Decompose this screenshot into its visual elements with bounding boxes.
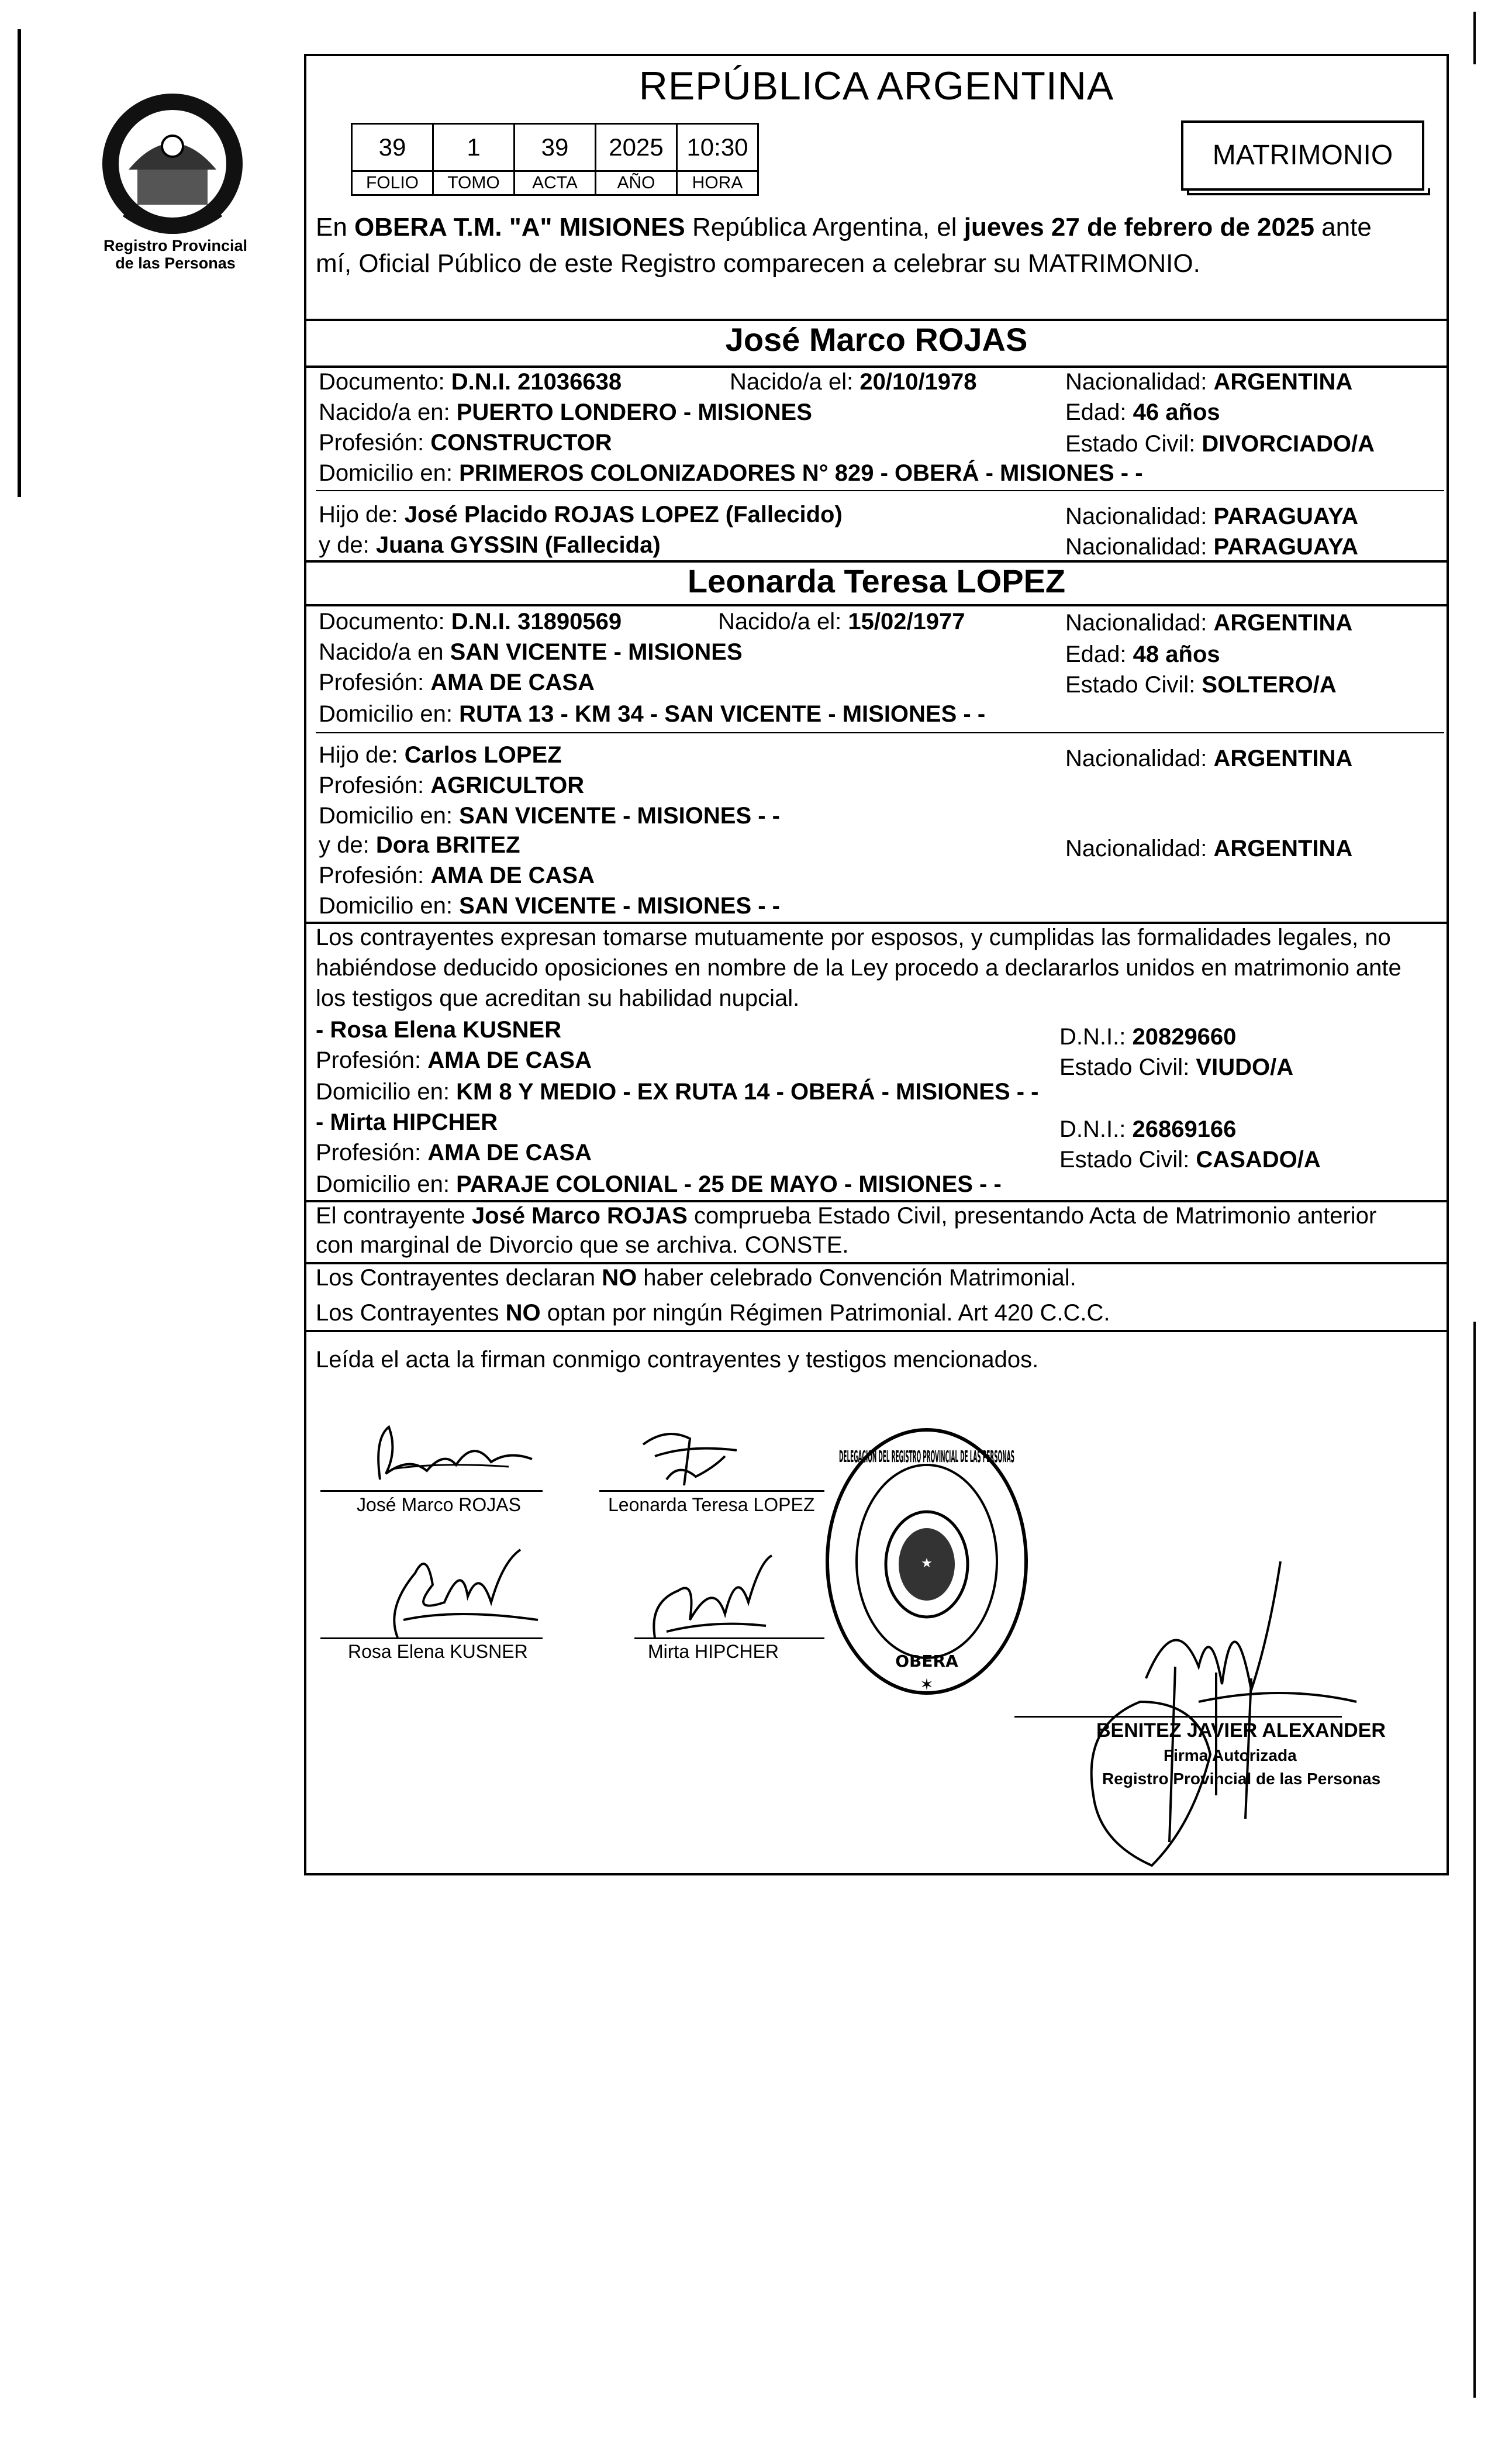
bride-document: Documento: D.N.I. 31890569 (319, 609, 622, 635)
groom-signature-line (320, 1490, 543, 1492)
groom-nationality: Nacionalidad: ARGENTINA (1065, 369, 1353, 395)
bride-mother-profession: Profesión: AMA DE CASA (319, 863, 595, 888)
patrimonial-regime-note: Los Contrayentes NO optan por ningún Régimen Patrimonial. Art 420 C.C.C. (316, 1300, 1110, 1326)
bride-father-profession: Profesión: AGRICULTOR (319, 773, 585, 798)
svg-text:★: ★ (921, 1556, 933, 1571)
bride-birthplace: Nacido/a en SAN VICENTE - MISIONES (319, 639, 743, 665)
hour-value: 10:30 (677, 124, 758, 171)
margin-mark (1473, 1322, 1476, 2398)
groom-father-nationality: Nacionalidad: PARAGUAYA (1065, 504, 1358, 529)
bride-signature (631, 1421, 748, 1497)
witness-2-signature-line (634, 1637, 824, 1639)
divider (304, 604, 1449, 606)
witness-2-name: - Mirta HIPCHER (316, 1109, 498, 1135)
witness-2-profession: Profesión: AMA DE CASA (316, 1140, 592, 1166)
groom-mother: y de: Juana GYSSIN (Fallecida) (319, 532, 661, 558)
groom-birthdate: Nacido/a el: 20/10/1978 (730, 369, 977, 395)
divider (316, 490, 1444, 491)
groom-profession: Profesión: CONSTRUCTOR (319, 430, 612, 456)
logo-caption-line-2: de las Personas (115, 254, 236, 272)
witness-2-signature (631, 1544, 783, 1649)
civil-status-note: El contrayente José Marco ROJAS comprueba Estado Civil, presentando Acta de Matrimonio anterior (316, 1203, 1377, 1229)
margin-mark (1473, 12, 1476, 64)
provincial-emblem-logo (88, 82, 257, 251)
groom-name: José Marco ROJAS (725, 321, 1028, 358)
folio-label: FOLIO (352, 171, 433, 195)
witness-1-dni: D.N.I.: 20829660 (1059, 1024, 1237, 1050)
intro-place: OBERA T.M. "A" MISIONES (354, 213, 685, 242)
hour-label: HORA (677, 171, 758, 195)
bride-address: Domicilio en: RUTA 13 - KM 34 - SAN VICENTE - MISIONES - - (319, 701, 986, 727)
bride-signature-line (599, 1490, 824, 1492)
witness-1-signature-caption: Rosa Elena KUSNER (348, 1641, 528, 1662)
groom-mother-nationality: Nacionalidad: PARAGUAYA (1065, 534, 1358, 560)
officer-name: BENITEZ JAVIER ALEXANDER (1096, 1719, 1386, 1742)
bride-mother-address: Domicilio en: SAN VICENTE - MISIONES - - (319, 893, 781, 919)
registry-table (351, 123, 759, 196)
officer-organization: Registro Provincial de las Personas (1102, 1770, 1381, 1788)
seal-bottom-text: OBERA (895, 1651, 958, 1671)
intro-line-2: mí, Oficial Público de este Registro comparecen a celebrar su MATRIMONIO. (316, 249, 1200, 278)
officer-title: Firma Autorizada (1164, 1746, 1297, 1764)
year-value: 2025 (596, 124, 677, 171)
witness-1-signature (363, 1538, 550, 1649)
witness-1-address: Domicilio en: KM 8 Y MEDIO - EX RUTA 14 - OBERÁ - MISIONES - - (316, 1079, 1039, 1105)
witness-1-name: - Rosa Elena KUSNER (316, 1017, 562, 1043)
acta-value: 39 (515, 124, 596, 171)
intro-date: jueves 27 de febrero de 2025 (964, 213, 1314, 242)
witness-2-dni: D.N.I.: 26869166 (1059, 1116, 1237, 1142)
witness-2-civil-status: Estado Civil: CASADO/A (1059, 1147, 1321, 1173)
year-label: AÑO (596, 171, 677, 195)
seal-top-text: DELEGACION DEL REGISTRO PROVINCIAL DE LAS PERSONAS (839, 1447, 1014, 1466)
closing-statement: Leída el acta la firman conmigo contrayentes y testigos mencionados. (316, 1347, 1039, 1373)
witness-1-profession: Profesión: AMA DE CASA (316, 1047, 592, 1073)
bride-father: Hijo de: Carlos LOPEZ (319, 742, 562, 768)
margin-line (18, 29, 21, 497)
bride-father-address: Domicilio en: SAN VICENTE - MISIONES - - (319, 803, 781, 829)
logo-caption-line-1: Registro Provincial (103, 237, 248, 254)
groom-civil-status: Estado Civil: DIVORCIADO/A (1065, 431, 1375, 457)
act-type-box: MATRIMONIO (1181, 120, 1424, 191)
bride-signature-caption: Leonarda Teresa LOPEZ (608, 1494, 815, 1515)
groom-birthplace: Nacido/a en: PUERTO LONDERO - MISIONES (319, 399, 812, 425)
groom-signature-caption: José Marco ROJAS (357, 1494, 521, 1515)
svg-text:✶: ✶ (920, 1675, 934, 1694)
tomo-label: TOMO (433, 171, 515, 195)
bride-mother-nationality: Nacionalidad: ARGENTINA (1065, 836, 1353, 861)
tomo-value: 1 (433, 124, 515, 171)
civil-status-note-line-2: con marginal de Divorcio que se archiva. CONSTE. (316, 1232, 849, 1258)
declaration-line-3: los testigos que acreditan su habilidad nupcial. (316, 985, 800, 1011)
groom-signature (357, 1415, 544, 1497)
groom-document: Documento: D.N.I. 21036638 (319, 369, 622, 395)
groom-age: Edad: 46 años (1065, 399, 1220, 425)
bride-mother: y de: Dora BRITEZ (319, 832, 520, 858)
groom-father: Hijo de: José Placido ROJAS LOPEZ (Fallecido) (319, 502, 843, 527)
page-title: REPÚBLICA ARGENTINA (638, 64, 1114, 108)
intro-paragraph: En OBERA T.M. "A" MISIONES República Argentina, el jueves 27 de febrero de 2025 ante mí, Oficial Público de este Registro comparecen a celebrar su MATRIMONIO. (316, 209, 1444, 282)
witness-2-address: Domicilio en: PARAJE COLONIAL - 25 DE MAYO - MISIONES - - (316, 1171, 1002, 1197)
bride-father-nationality: Nacionalidad: ARGENTINA (1065, 746, 1353, 771)
declaration-line-2: habiéndose deducido oposiciones en nombre de la Ley procedo a declararlos unidos en matrimonio ante (316, 955, 1401, 981)
witness-1-civil-status: Estado Civil: VIUDO/A (1059, 1054, 1294, 1080)
witness-1-signature-line (320, 1637, 543, 1639)
witness-2-signature-caption: Mirta HIPCHER (648, 1641, 779, 1662)
bride-profession: Profesión: AMA DE CASA (319, 670, 595, 695)
officer-signature (1047, 1550, 1421, 1877)
bride-name: Leonarda Teresa LOPEZ (687, 563, 1066, 599)
bride-civil-status: Estado Civil: SOLTERO/A (1065, 672, 1337, 698)
bride-birthdate: Nacido/a el: 15/02/1977 (718, 609, 965, 635)
groom-address: Domicilio en: PRIMEROS COLONIZADORES N° 829 - OBERÁ - MISIONES - - (319, 460, 1143, 486)
bride-nationality: Nacionalidad: ARGENTINA (1065, 610, 1353, 636)
acta-label: ACTA (515, 171, 596, 195)
matrimonial-convention-note: Los Contrayentes declaran NO haber celebrado Convención Matrimonial. (316, 1265, 1076, 1291)
folio-value: 39 (352, 124, 433, 171)
divider (316, 732, 1444, 733)
declaration-line-1: Los contrayentes expresan tomarse mutuamente por esposos, y cumplidas las formalidades legales, no (316, 925, 1391, 950)
logo-caption (88, 237, 263, 272)
officer-signature-line (1014, 1716, 1342, 1718)
official-seal (821, 1421, 1032, 1702)
bride-age: Edad: 48 años (1065, 642, 1220, 667)
divider (304, 1330, 1449, 1332)
